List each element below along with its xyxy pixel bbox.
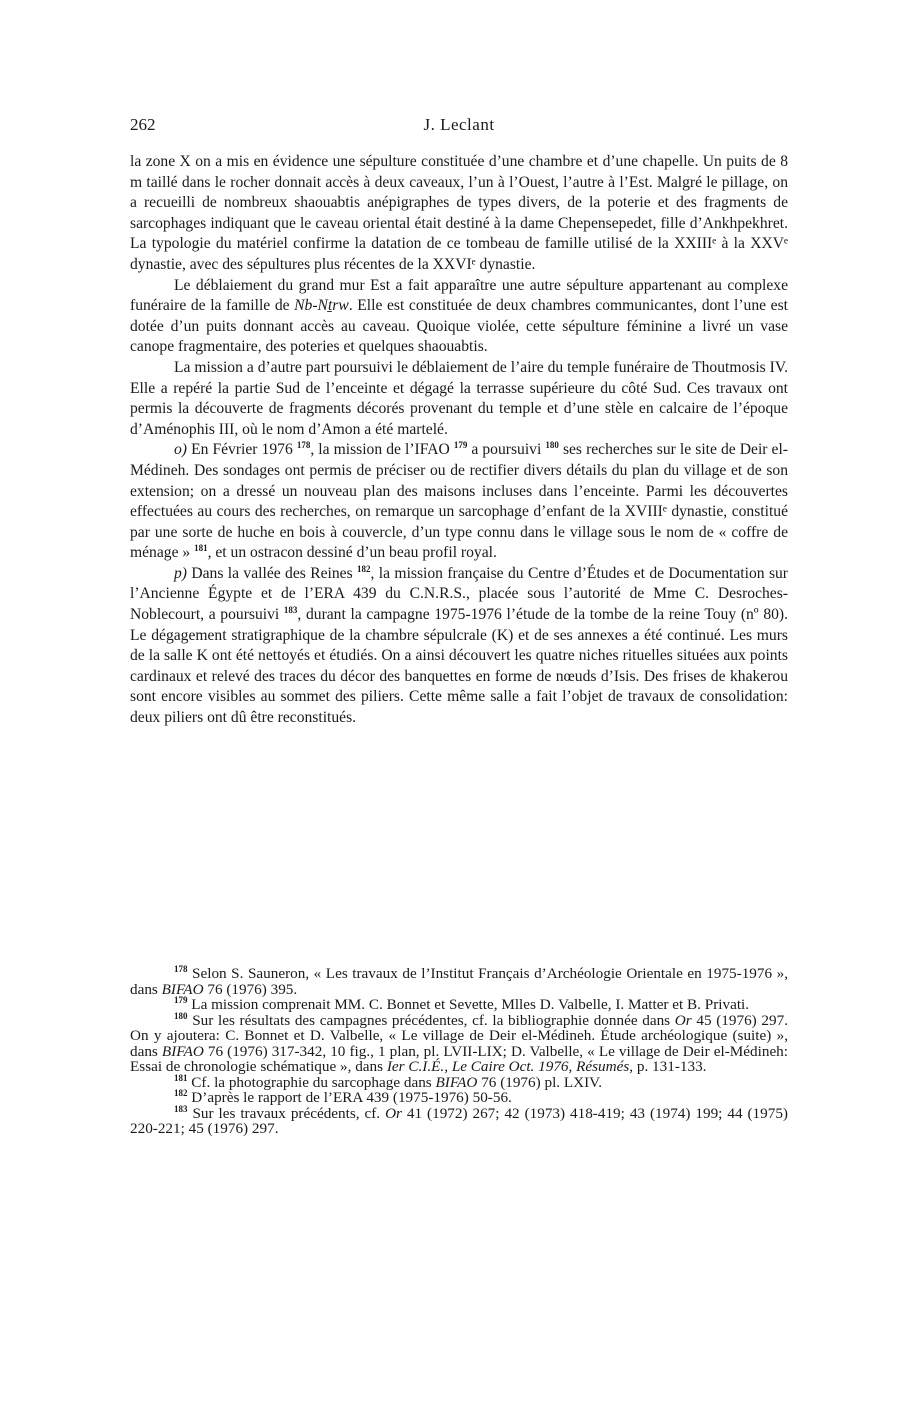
text-run: Selon S. Sauneron, « Les travaux de l’Institut Français d’Archéologie Orientale en 1975-1976 », dans	[130, 965, 788, 998]
footnote-number: 183	[174, 1103, 188, 1114]
footnote-number: 178	[174, 964, 188, 974]
footnote-number: 182	[174, 1088, 188, 1098]
page-header	[130, 115, 788, 139]
text-run: 45 (1976) 297. On y ajoutera: C. Bonnet et D. Valbelle, « Le village de Deir el-Médineh. Étude archéologique (suite) », dans	[130, 1011, 788, 1060]
footnote-number: 181	[174, 1072, 188, 1083]
conference-title: Ier C.I.É., Le Caire Oct. 1976, Résumés	[386, 1058, 630, 1075]
text-run: a poursuivi	[467, 441, 546, 459]
footnote-number: 179	[174, 995, 188, 1005]
footnote-ref: 182	[357, 563, 371, 574]
footnote-ref: 179	[453, 440, 468, 451]
text-run: Dans la vallée des Reines	[187, 564, 358, 582]
text-run: Le déblaiement du grand mur Est a fait apparaître une autre sépulture appartenant au complexe funéraire de la famille de	[130, 276, 788, 315]
journal-title: BIFAO	[161, 980, 204, 998]
text-run: , et un ostracon dessiné d’un beau profil royal.	[207, 544, 497, 562]
paragraph-vallee-des-reines	[130, 564, 788, 729]
footnote-ref: 178	[296, 440, 311, 451]
text-run: D’après le rapport de l’ERA 439 (1975-1976) 50-56.	[187, 1089, 512, 1106]
footnote-ref: 180	[545, 440, 559, 451]
text-run: ses recherches sur le site de Deir el-Médineh. Des sondages ont permis de préciser ou de rectifier divers détails du plan du village et de son extension; on a dressé un nouveau plan des maisons incluses dans l’enceinte. Parmi les découvertes effectuées au cours des recherches, on remarque un sarcophage d’enfant de la XVIIIᵉ dynastie, constitué par une sorte de huche en bois à couvercle, d’un type connu dans le village sous le nom de « coffre de ménage »	[130, 441, 788, 562]
footnote-182	[130, 1090, 788, 1106]
text-run: , la mission de l’IFAO	[310, 441, 454, 459]
royal-name: Nb-Nṯrw	[294, 297, 349, 315]
text-run: . Elle est constituée de deux chambres communicantes, dont l’une est dotée d’un puits donnant accès au caveau. Quoique violée, cette sépulture féminine a livré un vase canope fragmentaire, des poteries et quelques shaouabtis.	[130, 297, 788, 356]
footnote-181	[130, 1072, 788, 1091]
text-run: 76 (1976) 317-342, 10 fig., 1 plan, pl. LVII-LIX; D. Valbelle, « Le village de Deir el-Médineh: Essai de chronologie schématique », dans	[130, 1042, 788, 1075]
paragraph-thoutmosis: La mission a d’autre part poursuivi le déblaiement de l’aire du temple funéraire de Thoutmosis IV. Elle a repéré la partie Sud de l’enceinte et dégagé la terrasse supérieure du côté Sud. Ces travaux ont permis la découverte de fragments décorés provenant du temple et d’une stèle en calcaire de l’époque d’Aménophis III, où le nom d’Amon a été martelé.	[130, 358, 788, 438]
text-run: , p. 131-133.	[629, 1058, 707, 1075]
paragraph-grand-mur	[130, 276, 788, 358]
journal-title: BIFAO	[435, 1073, 478, 1091]
text-run: La mission comprenait MM. C. Bonnet et Sevette, Mlles D. Valbelle, I. Matter et B. Privati.	[187, 996, 750, 1013]
body-text	[130, 152, 788, 729]
page-number: 262	[130, 115, 156, 134]
footnote-178	[130, 966, 788, 997]
journal-title: Or	[385, 1104, 402, 1122]
text-run: Sur les résultats des campagnes précédentes, cf. la bibliographie donnée dans	[187, 1011, 675, 1029]
footnote-number: 180	[174, 1010, 188, 1021]
text-run: Sur les travaux précédents, cf.	[187, 1104, 386, 1122]
text-run: 76 (1976) 395.	[203, 980, 298, 998]
text-run: , la mission française du Centre d’Études et de Documentation sur l’Ancienne Égypte et de l’ERA 439 du C.N.R.S., placée sous l’autorité de Mme C. Desroches-Noblecourt, a poursuivi	[130, 564, 789, 624]
text-run: 41 (1972) 267; 42 (1973) 418-419; 43 (1974) 199; 44 (1975) 220-221; 45 (1976) 297.	[130, 1104, 788, 1137]
footnotes	[130, 966, 788, 1137]
running-head: J. Leclant	[423, 115, 495, 134]
paragraph-deir-el-medineh	[130, 440, 788, 564]
paragraph-zone-x: la zone X on a mis en évidence une sépulture constituée d’une chambre et d’une chapelle. Un puits de 8 m taillé dans le rocher donnait accès à deux caveaux, l’un à l’Ouest, l’autre à l’Est. Malgré le pillage, on a recueilli de nombreux shaouabtis anépigraphes de types divers, de la poterie et des fragments de sarcophages indiquant que le caveau oriental était destiné à la dame Chepensepedet, fille d’Ankhpekhret. La typologie du matériel confirme la datation de ce tombeau de famille utilisé de la XXIIIᵉ à la XXVᵉ dynastie, avec des sépultures plus récentes de la XXVIᵉ dynastie.	[130, 153, 788, 273]
text-run: , durant la campagne 1975-1976 l’étude de la tombe de la reine Touy (nº 80). Le dégagement stratigraphique de la chambre sépulcrale (K) et de ses annexes a été continué. Les murs de la salle K ont été nettoyés et étudiés. On a ainsi découvert les quatre niches rituelles situées aux points cardinaux et relevé des traces du décor des banquettes en forme de nœuds d’Isis. Des frises de khakerou sont encore visibles au sommet des piliers. Cette même salle a fait l’objet de travaux de consolidation: deux piliers ont dû être reconstitués.	[130, 606, 789, 727]
section-letter: o)	[174, 441, 187, 459]
text-run: Cf. la photographie du sarcophage dans	[187, 1073, 436, 1091]
footnote-ref: 183	[283, 605, 298, 616]
journal-title: BIFAO	[161, 1042, 204, 1060]
footnote-ref: 181	[194, 543, 208, 554]
section-letter: p)	[174, 564, 187, 582]
text-run: En Février 1976	[187, 441, 297, 459]
footnote-180	[130, 1010, 788, 1075]
journal-title: Or	[674, 1011, 692, 1029]
footnote-179	[130, 997, 788, 1013]
text-run: 76 (1976) pl. LXIV.	[477, 1073, 602, 1091]
footnote-183	[130, 1103, 788, 1137]
